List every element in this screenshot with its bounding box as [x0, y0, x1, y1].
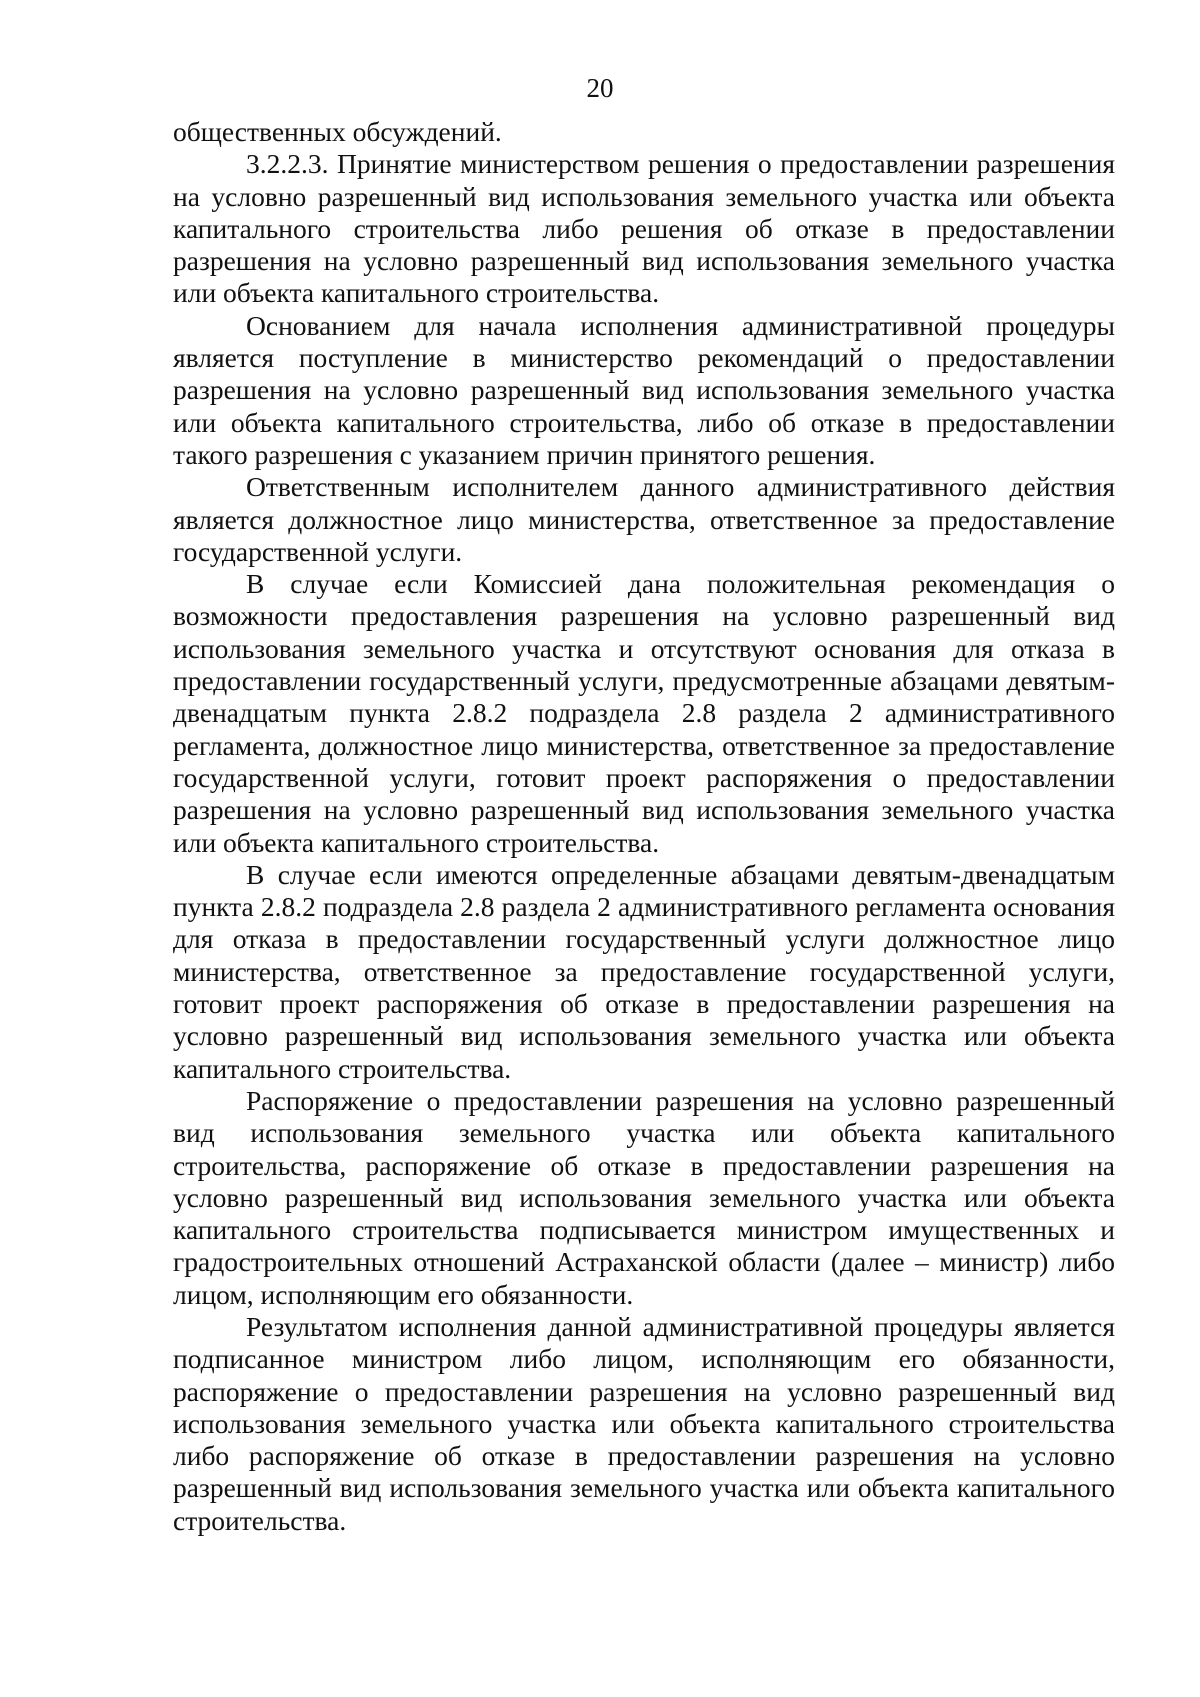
paragraph-section-3-2-2-3: 3.2.2.3. Принятие министерством решения о предоставлении разрешения на условно разрешенный вид использования земельного участка или объекта капитального строительства либо решения об отказе в предоставлении разрешения на условно разрешенный вид использования земельного участка или объекта капитального строительства.	[173, 148, 1115, 309]
page-number: 20	[586, 73, 614, 103]
paragraph-positive-recommendation: В случае если Комиссией дана положительная рекомендация о возможности предоставления разрешения на условно разрешенный вид использования земельного участка и отсутствуют основания для отказа в предоставлении государственный услуги, предусмотренные абзацами девятым-двенадцатым пункта 2.8.2 подраздела 2.8 раздела 2 административного регламента, должностное лицо министерства, ответственное за предоставление государственной услуги, готовит проект распоряжения о предоставлении разрешения на условно разрешенный вид использования земельного участка или объекта капитального строительства.	[173, 568, 1115, 858]
paragraph-continuation: общественных обсуждений.	[173, 116, 502, 147]
paragraph-result: Результатом исполнения данной административной процедуры является подписанное министром либо лицом, исполняющим его обязанности, распоряжение о предоставлении разрешения на условно разрешенный вид использования земельного участка или объекта капитального строительства либо распоряжение об отказе в предоставлении разрешения на условно разрешенный вид использования земельного участка или объекта капитального строительства.	[173, 1310, 1115, 1536]
paragraph-responsible-executor: Ответственным исполнителем данного административного действия является должностное лицо министерства, ответственное за предоставление государственной услуги.	[173, 471, 1115, 567]
paragraph-basis: Основанием для начала исполнения административной процедуры является поступление в министерство рекомендаций о предоставлении разрешения на условно разрешенный вид использования земельного участка или объекта капитального строительства, либо об отказе в предоставлении такого разрешения с указанием причин принятого решения.	[173, 309, 1115, 470]
paragraph-refusal-grounds: В случае если имеются определенные абзацами девятым-двенадцатым пункта 2.8.2 подраздела 2.8 раздела 2 административного регламента основания для отказа в предоставлении государственный услуги должностное лицо министерства, ответственное за предоставление государственной услуги, готовит проект распоряжения об отказе в предоставлении разрешения на условно разрешенный вид использования земельного участка или объекта капитального строительства.	[173, 858, 1115, 1084]
document-body	[173, 116, 1115, 1537]
paragraph-signing: Распоряжение о предоставлении разрешения на условно разрешенный вид использования земельного участка или объекта капитального строительства, распоряжение об отказе в предоставлении разрешения на условно разрешенный вид использования земельного участка или объекта капитального строительства подписывается министром имущественных и градостроительных отношений Астраханской области (далее – министр) либо лицом, исполняющим его обязанности.	[173, 1084, 1115, 1310]
